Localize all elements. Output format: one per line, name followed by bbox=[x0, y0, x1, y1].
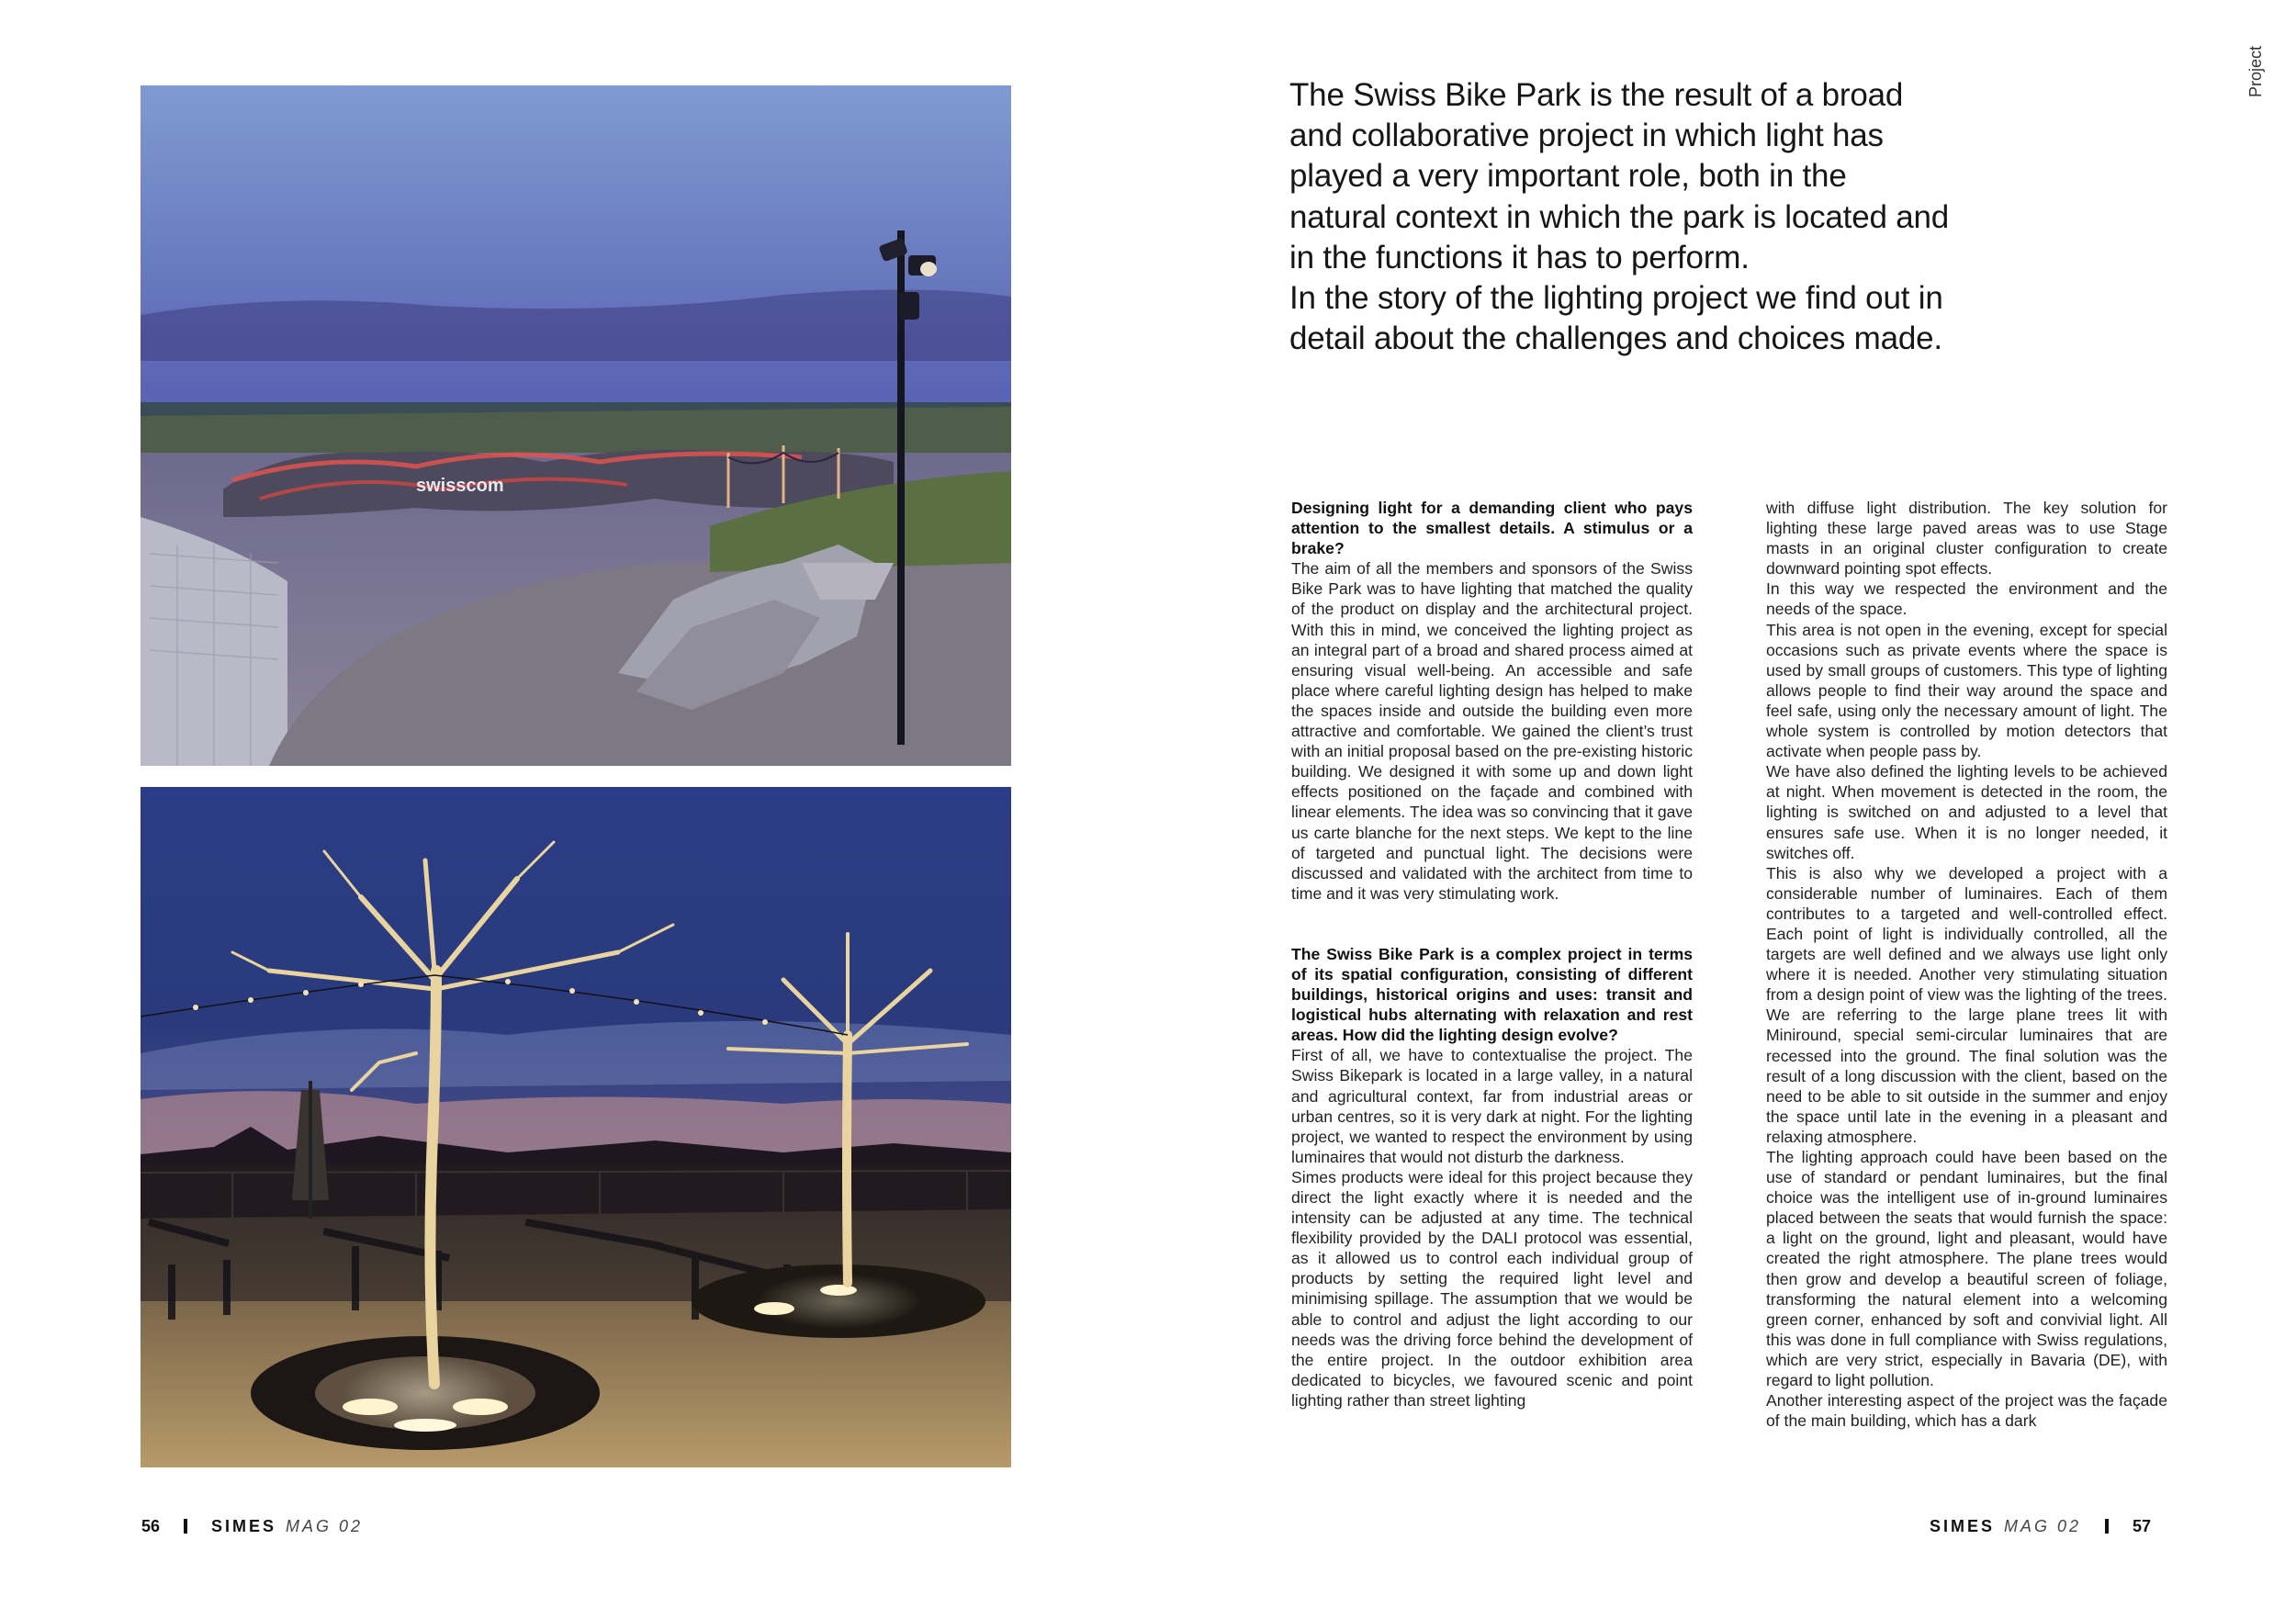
left-text-column bbox=[1291, 498, 1693, 1410]
page-number-right: 57 bbox=[2133, 1516, 2152, 1535]
body-paragraph-5: This is also why we developed a project with a considerable number of luminaires. Each of them contributes to a targeted and well-controlled effect. Each point of light is individually controlled, all the targets are well defined and we always use light only where it is needed. Another very stimulating situation from a design point of view was the lighting of the trees. We are referring to the large plane trees lit with Miniround, special semi-circular luminaires that are recessed into the ground. The final solution was the result of a long discussion with the client, based on the need to be able to sit outside in the summer and enjoy the space until late in the evening in a pleasant and relaxing atmosphere. bbox=[1766, 863, 2167, 1146]
interview-answer-2a: First of all, we have to contextualise the project. The Swiss Bikepark is located in a large valley, in a natural and agricultural context, far from industrial areas or urban centres, so it is very dark at night. For the lighting project, we wanted to respect the environment by using luminaires that would not disturb the darkness. bbox=[1291, 1046, 1693, 1166]
page-number-left: 56 bbox=[141, 1516, 161, 1535]
right-text-column bbox=[1766, 498, 2167, 1431]
body-paragraph-2: In this way we respected the environment and the needs of the space. bbox=[1766, 579, 2167, 619]
section-label: Project bbox=[2246, 45, 2265, 97]
footer-divider bbox=[184, 1519, 187, 1534]
paragraph-gap bbox=[1291, 904, 1693, 944]
interview-question-1: Designing light for a demanding client who pays attention to the smallest details. A stimulus or a brake? bbox=[1291, 499, 1693, 558]
swisscom-sign: swisscom bbox=[416, 476, 504, 496]
lead-text-2: In the story of the lighting project we find out in detail about the challenges and choices made. bbox=[1289, 280, 1943, 357]
body-paragraph-3: This area is not open in the evening, except for special occasions such as private events where the space is used by small groups of customers. This type of lighting allows people to find their way around the space and feel safe, using only the necessary amount of light. The whole system is controlled by motion detectors that activate when people pass by. bbox=[1766, 620, 2167, 761]
magazine-issue: MAG 02 bbox=[2004, 1516, 2082, 1535]
magazine-issue: MAG 02 bbox=[286, 1516, 364, 1535]
terrace-trees-photo bbox=[141, 787, 1011, 1467]
footer-right bbox=[1930, 1515, 2151, 1537]
lead-paragraph bbox=[1289, 75, 1951, 359]
lead-text-1: The Swiss Bike Park is the result of a broad and collaborative project in which light has played a very important role, both in the natural context in which the park is located and in the functions it has to perform. bbox=[1289, 77, 1950, 275]
brand-name: SIMES bbox=[1930, 1516, 1996, 1535]
interview-question-2: The Swiss Bike Park is a complex project in terms of its spatial configuration, consisting of different buildings, historical origins and uses: transit and logistical hubs alternating with relaxation and rest areas. How did the lighting design evolve? bbox=[1291, 944, 1693, 1045]
interview-answer-2b: Simes products were ideal for this project because they direct the light exactly where it is needed and the intensity can be adjusted at any time. The technical flexibility provided by the DALI protocol was essential, as it allowed us to control each individual group of products by setting the required light level and minimising spillage. The assumption that we would be able to control and adjust the light according to our needs was the driving force behind the development of the entire project. In the outdoor exhibition area dedicated to bicycles, we favoured scenic and point lighting rather than street lighting bbox=[1291, 1167, 1693, 1410]
footer-divider bbox=[2105, 1519, 2109, 1534]
interview-answer-1: The aim of all the members and sponsors of the Swiss Bike Park was to have lighting that matched the quality of the product on display and the architectural project. With this in mind, we conceived the lighting project as an integral part of a broad and shared process aimed at ensuring visual well-being. An accessible and safe place where careful lighting design has helped to make the spaces inside and outside the building even more attractive and comfortable. We gained the client’s trust with an initial proposal based on the pre-existing historic building. We designed it with some up and down light effects positioned on the façade and combined with linear elements. The idea was so convincing that it gave us carte blanche for the next steps. We kept to the line of targeted and punctual light. The decisions were discussed and validated with the architect from time to time and it was very stimulating work. bbox=[1291, 559, 1693, 903]
body-paragraph-1: with diffuse light distribution. The key solution for lighting these large paved areas was to use Stage masts in an original cluster configuration to create downward pointing spot effects. bbox=[1766, 499, 2167, 579]
body-paragraph-6: The lighting approach could have been based on the use of standard or pendant luminaires, but the final choice was the intelligent use of in-ground luminaires placed between the seats that would furnish the space: a light on the ground, light and pleasant, would have created the right atmosphere. The plane trees would then grow and develop a beautiful screen of foliage, transforming the natural element into a welcoming green corner, enhanced by soft and convivial light. All this was done in full compliance with Swiss regulations, which are very strict, especially in Bavaria (DE), with regard to light pollution. bbox=[1766, 1148, 2167, 1390]
body-paragraph-7: Another interesting aspect of the project was the façade of the main building, which has a dark bbox=[1766, 1391, 2167, 1431]
body-paragraph-4: We have also defined the lighting levels to be achieved at night. When movement is detected in the room, the lighting is switched on and adjusted to a level that ensures safe use. When it is no longer needed, it switches off. bbox=[1766, 762, 2167, 862]
footer-left bbox=[141, 1515, 363, 1537]
brand-name: SIMES bbox=[211, 1516, 277, 1535]
pump-track-photo bbox=[141, 85, 1011, 766]
